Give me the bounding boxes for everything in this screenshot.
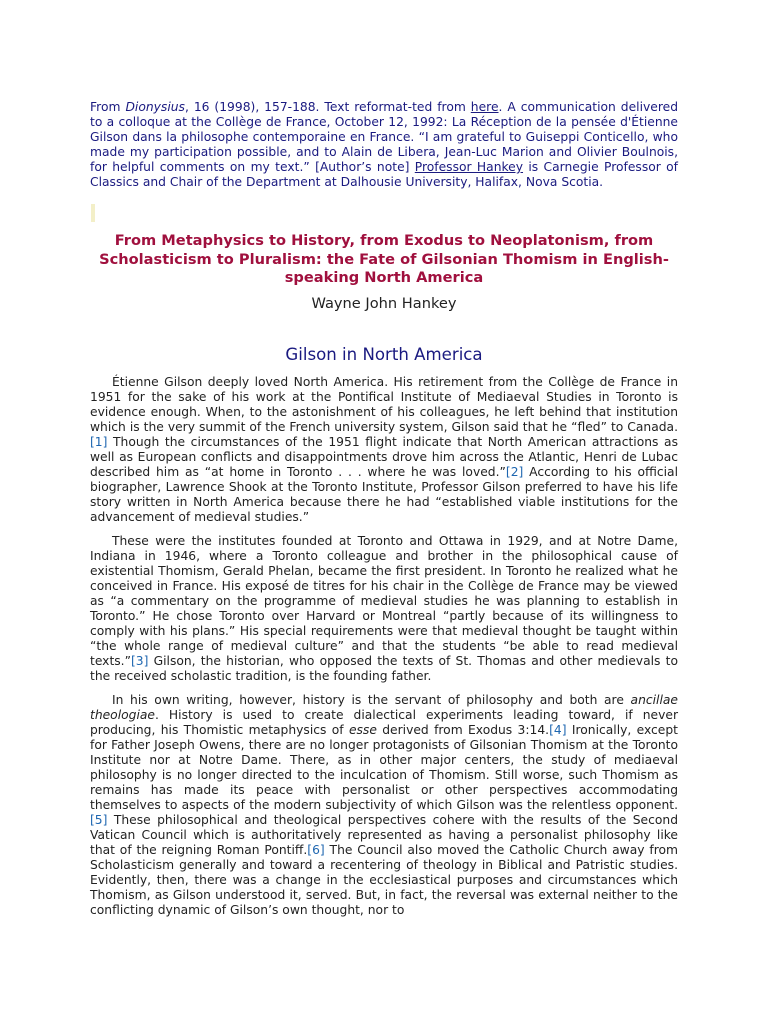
paragraph-text: Étienne Gilson deeply loved North America. His retirement from the Collège de France in 1951 for the sake of his work at the Pontifical Institute of Mediaeval Studies in Toronto is evidence enough. When, to the astonishment of his colleagues, he left behind that institution which is the very summit of the French university system, Gilson said that he “fled” to Canada. — [90, 374, 678, 434]
paragraph-text: The Council also moved the Catholic Church away from Scholasticism generally and toward a recentering of theology in Biblical and Patristic studies. Evidently, then, there was a change in the ecclesiastical purposes and circumstances which Thomism, as Gilson understood it, served. But, in fact, the reversal was external neither to the conflicting dynamic of Gilson’s own thought, nor to — [90, 842, 678, 917]
paragraph-text: According to his official biographer, Lawrence Shook at the Toronto Institute, Professor Gilson preferred to have his life story written in North America because there he had “established viable institutions for the advancement of medieval studies.” — [90, 464, 678, 524]
italic-term: ancillae theologiae — [90, 692, 678, 722]
paragraph-text: Gilson, the historian, who opposed the texts of St. Thomas and other medievals to the received scholastic tradition, is the founding father. — [90, 653, 678, 683]
footnote-link-4[interactable]: [4] — [549, 722, 567, 737]
paragraph-text: derived from Exodus 3:14. — [376, 722, 550, 737]
article-title: From Metaphysics to History, from Exodus to Neoplatonism, from Scholasticism to Pluralism: the Fate of Gilsonian Thomism in English-speaking North America — [99, 232, 669, 286]
footnote-link-1[interactable]: [1] — [90, 434, 108, 449]
journal-name: Dionysius — [125, 100, 185, 114]
italic-term: esse — [348, 722, 377, 737]
paragraph-2 — [90, 534, 678, 684]
source-note-text: , 16 (1998), 157-188. Text reformat-ted from — [184, 100, 471, 114]
source-note — [90, 100, 678, 190]
footnote-link-5[interactable]: [5] — [90, 812, 108, 827]
paragraph-1 — [90, 375, 678, 525]
footnote-link-6[interactable]: [6] — [307, 842, 325, 857]
source-note-text: . A communication delivered to a colloque at the Collège de France, October 12, 1992: La Réception de la pensée d'Étienne Gilson dans la philosophe contemporaine en France. “I am grateful to Guiseppi Conticello, who made my participation possible, and to Alain de Libera, Jean-Luc Marion and Olivier Boulnois, for helpful comments on my text.” [Author’s note] — [90, 100, 679, 174]
paragraph-text: These philosophical and theological perspectives cohere with the results of the Second Vatican Council which is authoritatively represented as having a personalist philosophy like that of the reigning Roman Pontiff. — [90, 812, 678, 857]
source-note-text: is Carnegie Professor of Classics and Chair of the Department at Dalhousie University, Halifax, Nova Scotia. — [90, 160, 678, 189]
text-cursor-marker — [91, 204, 95, 222]
here-link[interactable]: here — [470, 100, 499, 114]
author-name: Wayne John Hankey — [311, 294, 457, 312]
paragraph-text: These were the institutes founded at Toronto and Ottawa in 1929, and at Notre Dame, Indiana in 1946, where a Toronto colleague and brother in the philosophical cause of existential Thomism, Gerald Phelan, became the first president. In Toronto he realized what he conceived in France. His exposé de titres for his chair in the Collège de France may be viewed as “a commentary on the programme of medieval studies he was planning to establish in Toronto.” He chose Toronto over Harvard or Montreal “partly because of its willingness to comply with his plans.” His special requirements were that medieval thought be taught within “the whole range of medieval culture” and that the students “be able to read medieval texts.” — [90, 533, 678, 668]
paragraph-text: . History is used to create dialectical experiments leading toward, if never producing, his Thomistic metaphysics of — [90, 707, 678, 737]
paragraph-text: Ironically, except for Father Joseph Owens, there are no longer protagonists of Gilsonian Thomism at the Toronto Institute nor at Notre Dame. There, as in other major centers, the study of mediaeval philosophy is no longer directed to the inculcation of Thomism. Still worse, such Thomism as remains has made its peace with personalist or other perspectives accommodating themselves to aspects of the modern subjectivity of which Gilson was the relentless opponent. — [90, 722, 678, 812]
section-heading: Gilson in North America — [285, 344, 483, 364]
paragraph-text: In his own writing, however, history is the servant of philosophy and both are — [112, 692, 631, 707]
paragraph-text: Though the circumstances of the 1951 flight indicate that North American attractions as well as European conflicts and disappointments drove him across the Atlantic, Henri de Lubac described him as “at home in Toronto . . . where he was loved.” — [90, 434, 678, 479]
professor-hankey-link[interactable]: Professor Hankey — [414, 160, 524, 174]
source-note-text: From — [90, 100, 126, 114]
document-page — [90, 100, 678, 918]
paragraph-3 — [90, 693, 678, 918]
footnote-link-3[interactable]: [3] — [130, 653, 149, 668]
footnote-link-2[interactable]: [2] — [505, 464, 524, 479]
